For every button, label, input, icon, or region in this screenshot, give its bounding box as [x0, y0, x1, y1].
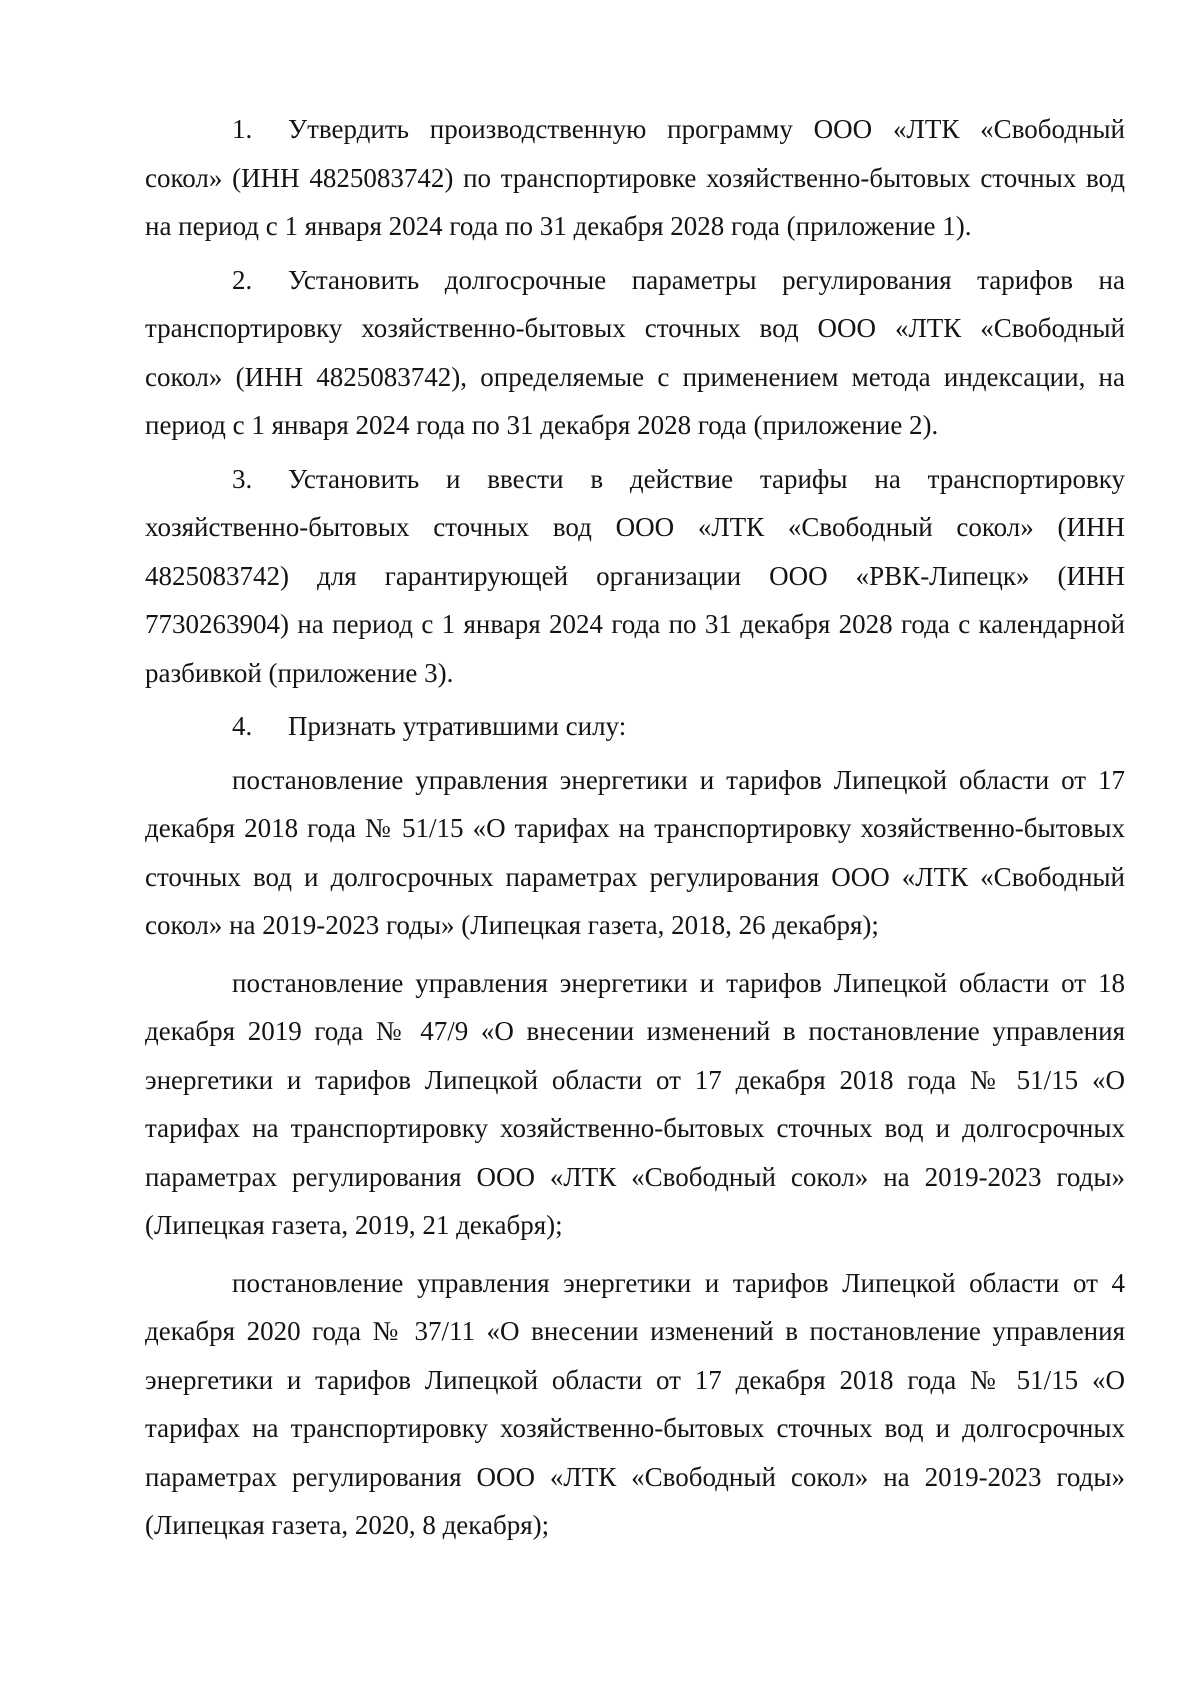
clause-text: Установить и ввести в действие тарифы на транспортировку хозяйственно-бытовых сточных вод ООО «ЛТК «Свободный сокол» (ИНН 4825083742) для гарантирующей организации ООО «РВК-Липецк» (ИНН 7730263904) на период с 1 января 2024 года по 31 декабря 2028 года с календарной разбивкой (приложение 3). — [145, 463, 1125, 688]
clause-2 — [145, 256, 1125, 450]
clause-3 — [145, 455, 1125, 698]
clause-text: Утвердить производственную программу ООО «ЛТК «Свободный сокол» (ИНН 4825083742) по транспортировке хозяйственно-бытовых сточных вод на период с 1 января 2024 года по 31 декабря 2028 года (приложение 1). — [145, 114, 1125, 241]
repealed-act-1: постановление управления энергетики и тарифов Липецкой области от 17 декабря 2018 года № 51/15 «О тарифах на транспортировку хозяйственно-бытовых сточных вод и долгосрочных параметрах регулирования ООО «ЛТК «Свободный сокол» на 2019-2023 годы» (Липецкая газета, 2018, 26 декабря); — [145, 764, 1125, 940]
clause-4 — [145, 702, 1125, 751]
clause-text: Признать утратившими силу: — [288, 711, 627, 741]
repealed-act-2: постановление управления энергетики и тарифов Липецкой области от 18 декабря 2019 года № 47/9 «О внесении изменений в постановление управления энергетики и тарифов Липецкой области от 17 декабря 2018 года № 51/15 «О тарифах на транспортировку хозяйственно-бытовых сточных вод и долгосрочных параметрах регулирования ООО «ЛТК «Свободный сокол» на 2019-2023 годы» (Липецкая газета, 2019, 21 декабря); — [145, 967, 1125, 1240]
repealed-act-3: постановление управления энергетики и тарифов Липецкой области от 4 декабря 2020 года № 37/11 «О внесении изменений в постановление управления энергетики и тарифов Липецкой области от 17 декабря 2018 года № 51/15 «О тарифах на транспортировку хозяйственно-бытовых сточных вод и долгосрочных параметрах регулирования ООО «ЛТК «Свободный сокол» на 2019-2023 годы» (Липецкая газета, 2020, 8 декабря); — [145, 1267, 1125, 1540]
document-page — [145, 105, 1125, 1550]
clause-text: Установить долгосрочные параметры регулирования тарифов на транспортировку хозяйственно-бытовых сточных вод ООО «ЛТК «Свободный сокол» (ИНН 4825083742), определяемые с применением метода индексации, на период с 1 января 2024 года по 31 декабря 2028 года (приложение 2). — [145, 264, 1125, 440]
clause-number: 1. — [232, 114, 253, 144]
clause-1 — [145, 105, 1125, 251]
clause-number: 4. — [232, 711, 253, 741]
clause-number: 2. — [232, 264, 253, 295]
clause-number: 3. — [232, 463, 253, 494]
